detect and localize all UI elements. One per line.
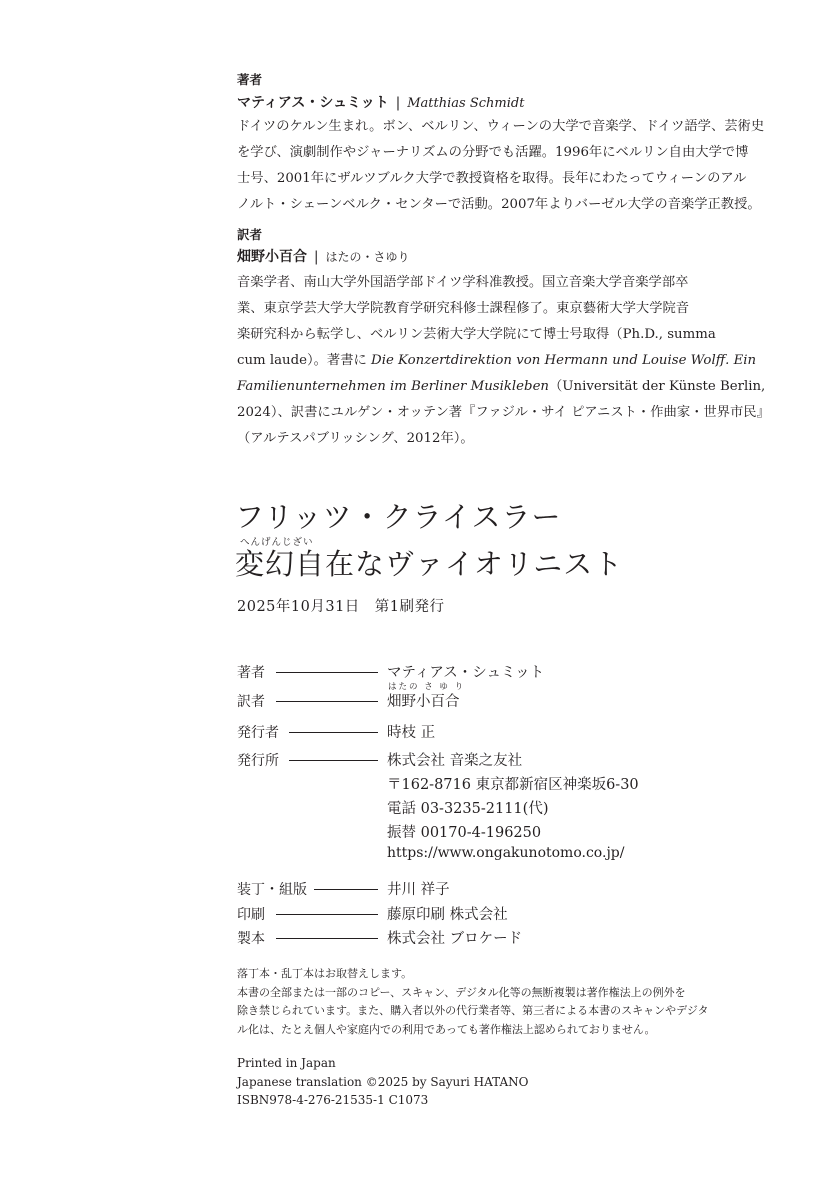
translator-bio-line: 業、東京学芸大学大学院教育学研究科修士課程修了。東京藝術大学大学院音 [237, 301, 690, 316]
translator-bio-line: 音楽学者、南山大学外国語学部ドイツ学科准教授。国立音楽大学音楽学部卒 [237, 275, 689, 290]
leader-line [276, 701, 378, 702]
leader-line [276, 914, 378, 915]
publication-footer [237, 1054, 528, 1110]
leader-line [276, 672, 378, 673]
book-title-italic: Die Konzertdirektion von Hermann und Louise Wolff. Ein [371, 353, 757, 368]
author-bio-line: を学び、演劇制作やジャーナリズムの分野でも活躍。1996年にベルリン自由大学で博 [237, 145, 749, 160]
author-bio-line: 士号、2001年にザルツブルク大学で教授資格を取得。長年にわたってウィーンのアル [237, 171, 747, 186]
author-name-jp: マティアス・シュミット [237, 95, 389, 111]
notice-line: 落丁本・乱丁本はお取替えします。 [237, 967, 413, 980]
notice-line: ル化は、たとえ個人や家庭内での利用であっても著作権法上認められておりません。 [237, 1022, 656, 1036]
translator-bio-line: （アルテスパブリッシング、2012年）。 [237, 431, 474, 446]
translator-label: 訳者 [237, 694, 265, 710]
copyright-notice [237, 965, 708, 1039]
issue-date: 2025年10月31日 第1刷発行 [237, 599, 445, 615]
author-name-row [237, 92, 524, 112]
book-title-line2: 変幻自在なヴァイオリニスト [235, 547, 624, 581]
translator-value-ruby: はたの さ ゆ り [388, 682, 466, 692]
issuer-value: 時枝 正 [387, 725, 436, 741]
translator-name-reading: はたの・さゆり [325, 250, 410, 264]
publisher-label: 発行所 [237, 753, 279, 769]
translator-bio-line: 2024）、訳書にユルゲン・オッテン著『ファジル・サイ ピアニスト・作曲家・世界市民』 [237, 405, 770, 420]
translator-name-row [237, 246, 409, 266]
book-title-ruby: へんげんじざい [240, 537, 314, 548]
translator-value: 畑野小百合 [387, 694, 460, 710]
author-bio-line: ドイツのケルン生まれ。ボン、ベルリン、ウィーンの大学で音楽学、ドイツ語学、芸術史 [237, 119, 765, 134]
issuer-label: 発行者 [237, 725, 279, 741]
translator-bio-line: 楽研究科から転学し、ベルリン芸術大学大学院にて博士号取得（Ph.D., summa [237, 327, 716, 342]
print-value: 藤原印刷 株式会社 [387, 907, 508, 923]
author-name-latin: Matthias Schmidt [407, 96, 525, 111]
publisher-transfer: 振替 00170-4-196250 [387, 825, 542, 841]
publisher-value: 株式会社 音楽之友社 [387, 753, 523, 769]
author-bio-line: ノルト・シェーンベルク・センターで活動。2007年よりバーゼル大学の音楽学正教授。 [237, 197, 761, 212]
binding-value: 株式会社 ブロケード [387, 931, 523, 947]
author-bio-text [237, 114, 764, 218]
translator-bio-line [237, 348, 770, 374]
publisher-phone: 電話 03-3235-2111(代) [387, 801, 549, 817]
translator-bio-text [237, 270, 770, 452]
binding-label: 製本 [237, 931, 265, 947]
leader-line [289, 732, 378, 733]
author-label: 著者 [237, 665, 265, 681]
design-value: 井川 祥子 [387, 882, 450, 898]
translator-bio-fragment: （Universität der Künste Berlin, [549, 379, 766, 394]
print-label: 印刷 [237, 907, 265, 923]
isbn: ISBN978-4-276-21535-1 C1073 [237, 1093, 429, 1107]
printed-in: Printed in Japan [237, 1056, 336, 1070]
translator-name-separator: | [313, 249, 319, 265]
translation-copyright: Japanese translation ©2025 by Sayuri HATANO [237, 1074, 529, 1089]
translator-heading: 訳者 [237, 227, 263, 242]
author-name-separator: | [395, 95, 401, 111]
design-label: 装丁・組版 [237, 882, 307, 898]
notice-line: 本書の全部または一部のコピー、スキャン、デジタル化等の無断複製は著作権法上の例外を [237, 985, 686, 999]
book-title-line1: フリッツ・クライスラー [235, 500, 562, 534]
author-heading: 著者 [237, 72, 263, 87]
publisher-address: 〒162-8716 東京都新宿区神楽坂6-30 [387, 777, 639, 793]
translator-bio-fragment: cum laude）。著書に [237, 353, 372, 368]
translator-name-jp: 畑野小百合 [237, 249, 307, 265]
leader-line [289, 760, 378, 761]
notice-line: 除き禁じられています。また、購入者以外の代行業者等、第三者による本書のスキャンやデジタ [237, 1004, 709, 1017]
publisher-url: https://www.ongakunotomo.co.jp/ [387, 845, 625, 861]
leader-line [314, 889, 378, 890]
translator-bio-line [237, 374, 770, 400]
book-title-italic: Familienunternehmen im Berliner Musikleben [237, 379, 549, 394]
leader-line [276, 938, 378, 939]
author-value: マティアス・シュミット [387, 665, 545, 681]
